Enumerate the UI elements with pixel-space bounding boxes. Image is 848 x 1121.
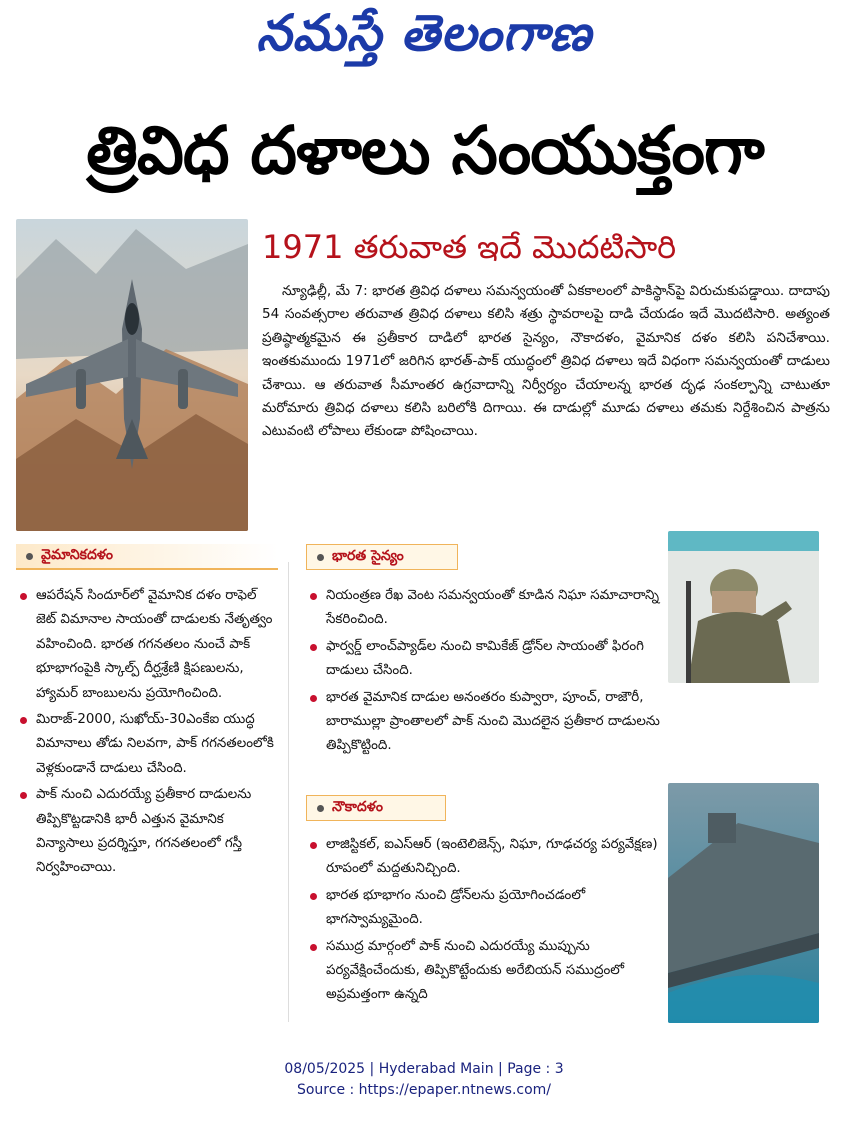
navy-title-text: నౌకాదళం — [332, 798, 383, 815]
footer-source-line: Source : https://epaper.ntnews.com/ — [296, 1082, 552, 1098]
air-force-section — [16, 544, 278, 883]
newspaper-masthead: నమస్తే తెలంగాణ — [256, 4, 592, 62]
list-item: మిరాజ్‌-2000, సుఖోయ్‌-30ఎంకేఐ యుద్ధ విమానాలు తోడు నిలవగా, పాక్‌ గగనతలంలోకి వెళ్లకుండానే దాడులు చేసింది. — [16, 708, 278, 781]
navy-title — [306, 795, 446, 821]
column-divider — [288, 562, 289, 1022]
bullet-dot-icon — [317, 554, 324, 561]
bullet-dot-icon — [317, 805, 324, 812]
air-force-title-text: వైమానికదళం — [41, 546, 113, 563]
lead-paragraph: న్యూఢిల్లీ, మే 7: భారత త్రివిధ దళాలు సమన్వయంతో ఏకకాలంలో పాకిస్థాన్‌పై విరుచుకుపడ్డాయి. దాదాపు 54 సంవత్సరాల తరువాత త్రివిధ దళాలు కలిసి శత్రు స్థావరాలపై దాడి చేయడం ఇదే మొదటిసారి. అత్యంత ప్రతిష్ఠాత్మకమైన ఈ ప్రతీకార దాడిలో భారత సైన్యం, నౌకాదళం, వైమానిక దళం కలిసి పనిచేశాయి. ఇంతకుముందు 1971లో జరిగిన భారత్‌-పాక్‌ యుద్ధంలో త్రివిధ దళాలు ఇదే విధంగా సమన్వయంతో దాడులు చేశాయి. ఆ తరువాత సీమాంతర ఉగ్రవాదాన్ని నిర్వీర్యం చేయాలన్న భారత దృఢ సంకల్పాన్ని చాటుతూ మరోమారు త్రివిధ దళాలు కలిసి బరిలోకి దిగాయి. ఈ దాడుల్లో మూడు దళాలు తమకు నిర్దేశించిన పాత్రను ఎటువంటి లోపాలు లేకుండా పోషించాయి. — [262, 283, 830, 440]
fighter-jet-photo — [16, 219, 248, 531]
footer-edition-line: 08/05/2025 | Hyderabad Main | Page : 3 — [284, 1061, 564, 1077]
army-title — [306, 544, 458, 570]
list-item: పాక్‌ నుంచి ఎదురయ్యే ప్రతీకార దాడులను తిప్పికొట్టడానికి భారీ ఎత్తున వైమానిక విన్యాసాలు ప్రదర్శిస్తూ, గగనతలంలో గస్తీ నిర్వహించాయి. — [16, 783, 278, 881]
list-item: భారత వైమానిక దాడుల అనంతరం కుప్వారా, పూంచ్‌, రాజౌరీ, బారాముల్లా ప్రాంతాలలో పాక్‌ నుంచి మొదలైన ప్రతీకార దాడులను తిప్పికొట్టింది. — [306, 686, 662, 759]
army-title-text: భారత సైన్యం — [332, 547, 404, 564]
list-item: ఆపరేషన్‌ సిందూర్‌లో వైమానిక దళం రాఫెల్‌ జెట్‌ విమానాల సాయంతో దాడులకు నేతృత్వం వహించింది. భారత గగనతలం నుంచే పాక్‌ భూభాగంపైకి స్కాల్ప్‌ దీర్ఘశ్రేణి క్షిపణులను, హ్యామర్‌ బాంబులను ప్రయోగించింది. — [16, 584, 278, 706]
navy-bullets — [306, 833, 666, 1008]
list-item: సముద్ర మార్గంలో పాక్‌ నుంచి ఎదురయ్యే ముప్పును పర్యవేక్షించేందుకు, తిప్పికొట్టేందుకు అరేబియన్‌ సముద్రంలో అప్రమత్తంగా ఉన్నది — [306, 935, 666, 1008]
air-force-title — [16, 544, 278, 570]
navy-section — [306, 795, 666, 1010]
list-item: లాజిస్టికల్‌, ఐఎస్‌ఆర్‌ (ఇంటెలిజెన్స్‌, నిఘా, గూఢచర్య పర్యవేక్షణ) రూపంలో మద్దతునిచ్చింది. — [306, 833, 666, 882]
army-bullets — [306, 584, 662, 759]
air-force-bullets — [16, 584, 278, 881]
bullet-dot-icon — [26, 553, 33, 560]
aircraft-carrier-photo — [668, 783, 819, 1023]
article-subheadline: 1971 తరువాత ఇదే మొదటిసారి — [262, 228, 677, 266]
list-item: ఫార్వర్డ్‌ లాంచ్‌ప్యాడ్‌ల నుంచి కామికేజ్‌ డ్రోన్‌ల సాయంతో ఫిరంగి దాడులు చేసింది. — [306, 635, 662, 684]
soldier-photo — [668, 531, 819, 683]
list-item: భారత భూభాగం నుంచి డ్రోన్‌లను ప్రయోగించడంలో భాగస్వామ్యమైంది. — [306, 884, 666, 933]
army-section — [306, 544, 662, 761]
list-item: నియంత్రణ రేఖ వెంట సమన్వయంతో కూడిన నిఘా సమాచారాన్ని సేకరించింది. — [306, 584, 662, 633]
page-headline: త్రివిధ దళాలు సంయుక్తంగా — [86, 112, 764, 189]
